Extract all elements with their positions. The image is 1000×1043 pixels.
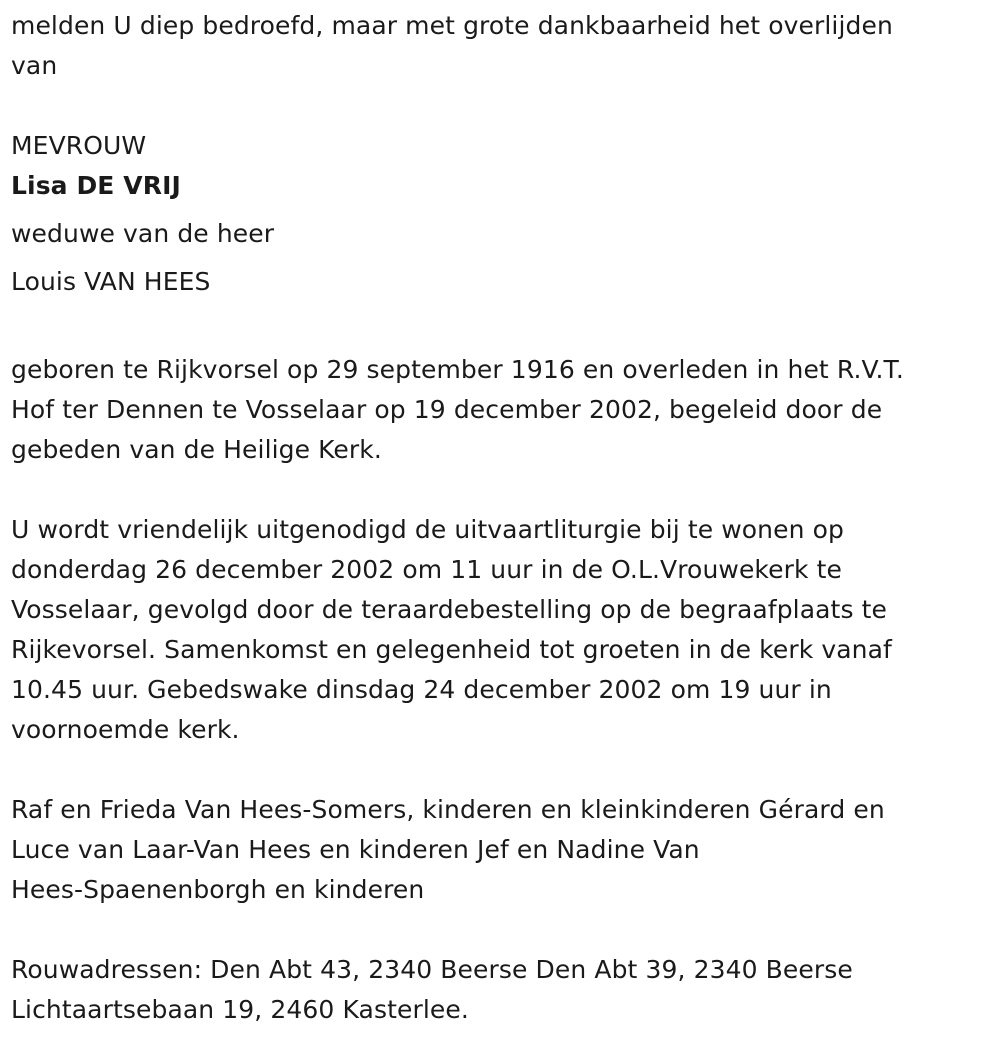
intro-line-2: van (11, 51, 58, 80)
intro-line-1: melden U diep bedroefd, maar met grote dankbaarheid het overlijden (11, 11, 893, 40)
deceased-block (11, 126, 986, 310)
ceremony-line-5: 10.45 uur. Gebedswake dinsdag 24 december 2002 om 19 uur in (11, 675, 832, 704)
birth-death-line-1: geboren te Rijkvorsel op 29 september 1916 en overleden in het R.V.T. (11, 355, 904, 384)
deceased-title: MEVROUW (11, 131, 147, 160)
ceremony-line-4: Rijkevorsel. Samenkomst en gelegenheid tot groeten in de kerk vanaf (11, 635, 892, 664)
ceremony-line-1: U wordt vriendelijk uitgenodigd de uitvaartliturgie bij te wonen op (11, 515, 844, 544)
intro-paragraph (11, 6, 986, 86)
birth-death-line-3: gebeden van de Heilige Kerk. (11, 435, 382, 464)
ceremony-line-2: donderdag 26 december 2002 om 11 uur in de O.L.Vrouwekerk te (11, 555, 842, 584)
family-line-2: Luce van Laar-Van Hees en kinderen Jef en Nadine Van (11, 835, 700, 864)
addresses-line-2: Lichtaartsebaan 19, 2460 Kasterlee. (11, 995, 469, 1024)
ceremony-paragraph (11, 510, 986, 750)
addresses-line-1: Rouwadressen: Den Abt 43, 2340 Beerse Den Abt 39, 2340 Beerse (11, 955, 853, 984)
family-line-3: Hees-Spaenenborgh en kinderen (11, 875, 425, 904)
deceased-name: Lisa DE VRIJ (11, 171, 181, 200)
addresses-paragraph (11, 950, 986, 1030)
ceremony-line-6: voornoemde kerk. (11, 715, 240, 744)
deceased-spouse: Louis VAN HEES (11, 267, 211, 296)
deceased-relation: weduwe van de heer (11, 219, 275, 248)
birth-death-paragraph (11, 350, 986, 470)
family-paragraph (11, 790, 986, 910)
birth-death-line-2: Hof ter Dennen te Vosselaar op 19 december 2002, begeleid door de (11, 395, 883, 424)
ceremony-line-3: Vosselaar, gevolgd door de teraardebestelling op de begraafplaats te (11, 595, 888, 624)
family-line-1: Raf en Frieda Van Hees-Somers, kinderen en kleinkinderen Gérard en (11, 795, 885, 824)
